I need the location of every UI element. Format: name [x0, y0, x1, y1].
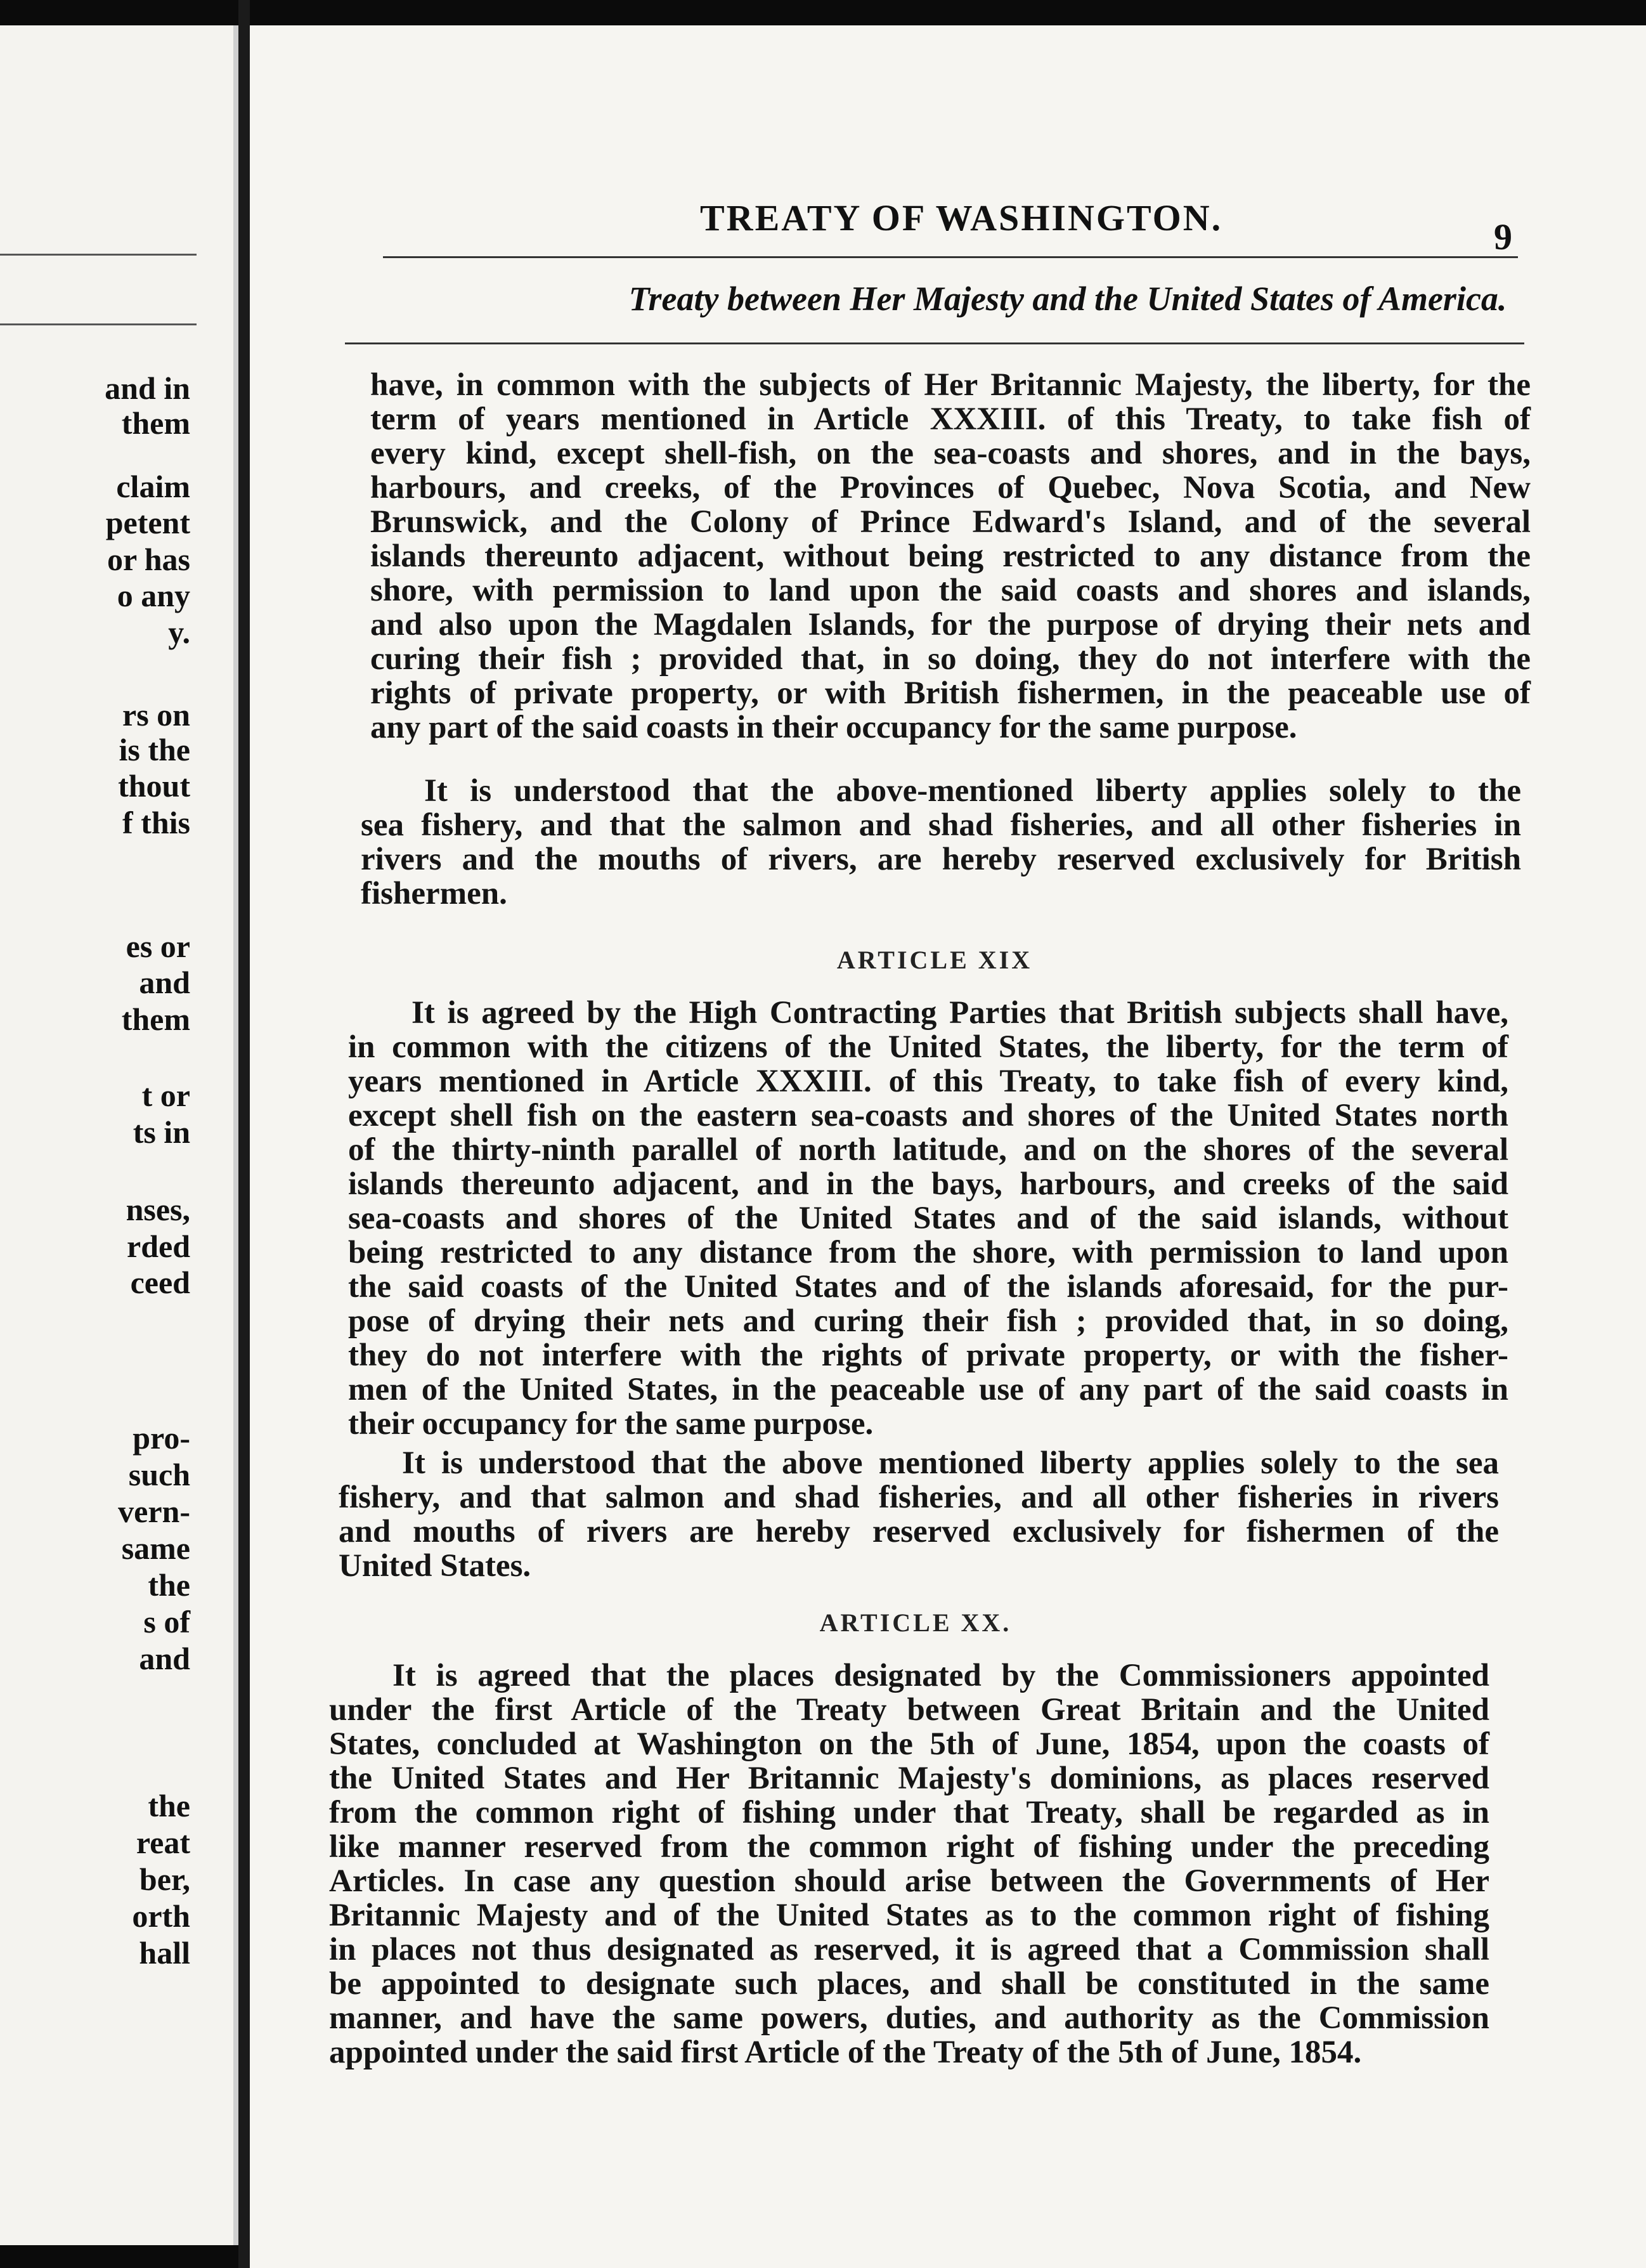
- left-page-fragment: is the: [119, 732, 190, 767]
- paragraph-article-xix: [348, 996, 1508, 1441]
- text-line: States, concluded at Washington on the 5th of June, 1854, upon the coasts of: [329, 1726, 1489, 1762]
- text-line: under the first Article of the Treaty between Great Britain and the United: [329, 1692, 1489, 1728]
- text-line: harbours, and creeks, of the Provinces of Quebec, Nova Scotia, and New: [370, 470, 1531, 505]
- left-page-fragment: t or: [141, 1078, 190, 1113]
- heading-article-xx: ARTICLE XX.: [819, 1608, 1012, 1637]
- left-page-fragment: ceed: [130, 1265, 190, 1300]
- text-line: they do not interfere with the rights of private property, or with the fisher-: [348, 1338, 1508, 1373]
- left-rule-top: [0, 254, 197, 256]
- text-line: fishery, and that salmon and shad fisheries, and all other fisheries in rivers: [339, 1480, 1499, 1515]
- left-page-fragment: and: [139, 1641, 190, 1676]
- left-page-fragment: thout: [118, 768, 190, 804]
- left-page-fragment: same: [121, 1530, 190, 1566]
- text-line: from the common right of fishing under that Treaty, shall be regarded as in: [329, 1795, 1489, 1830]
- left-page-fragment: f this: [122, 805, 190, 840]
- text-line: like manner reserved from the common right of fishing under the preceding: [329, 1829, 1489, 1865]
- head-rule: [383, 256, 1518, 258]
- text-line: their occupancy for the same purpose.: [348, 1406, 874, 1442]
- text-line: in places not thus designated as reserved, it is agreed that a Commission shall: [329, 1932, 1489, 1967]
- text-line: islands thereunto adjacent, without being restricted to any distance from the: [370, 538, 1531, 574]
- text-line: curing their fish ; provided that, in so doing, they do not interfere with the: [370, 641, 1531, 677]
- text-line: the said coasts of the United States and of the islands aforesaid, for the pur-: [348, 1269, 1508, 1305]
- page-subtitle: Treaty between Her Majesty and the United States of America.: [628, 280, 1507, 318]
- text-line: any part of the said coasts in their occupancy for the same purpose.: [370, 710, 1297, 745]
- text-line: being restricted to any distance from the shore, with permission to land upon: [348, 1235, 1508, 1270]
- text-line: every kind, except shell-fish, on the sea-coasts and shores, and in the bays,: [370, 436, 1531, 471]
- text-line: islands thereunto adjacent, and in the bays, harbours, and creeks of the said: [348, 1166, 1508, 1202]
- left-page-fragment: petent: [105, 505, 190, 540]
- left-page-fragment: hall: [139, 1935, 190, 1971]
- left-page-fragment: es or: [126, 929, 190, 964]
- left-page-fragment: reat: [136, 1825, 190, 1860]
- text-line: shore, with permission to land upon the said coasts and shores and islands,: [370, 573, 1531, 608]
- text-line: of the thirty-ninth parallel of north latitude, and on the shores of the several: [348, 1132, 1508, 1168]
- left-page-fragment: ber,: [139, 1861, 190, 1897]
- left-page-fragment: s of: [143, 1604, 190, 1639]
- paragraph-article-xx: [329, 1659, 1489, 2069]
- left-page-fragment: and: [139, 965, 190, 1000]
- paragraph-us-reservation: [339, 1446, 1499, 1583]
- text-line: have, in common with the subjects of Her Britannic Majesty, the liberty, for the: [370, 367, 1531, 403]
- left-page-fragment: y.: [168, 615, 190, 650]
- left-page-fragment: the: [148, 1567, 190, 1603]
- text-line: sea-coasts and shores of the United States and of the said islands, without: [348, 1201, 1508, 1236]
- left-page-fragment: claim: [116, 469, 190, 504]
- text-line: sea fishery, and that the salmon and shad fisheries, and all other fisheries in: [361, 807, 1521, 843]
- left-page-fragment: vern-: [118, 1494, 190, 1529]
- left-page-fragment: orth: [132, 1898, 190, 1934]
- text-line: fishermen.: [361, 876, 507, 911]
- running-head: TREATY OF WASHINGTON.: [700, 197, 1223, 238]
- text-line: manner, and have the same powers, duties, and authority as the Commission: [329, 2000, 1489, 2036]
- text-line: Britannic Majesty and of the United States as to the common right of fishing: [329, 1898, 1489, 1933]
- book-gutter: [238, 0, 250, 2268]
- text-line: Articles. In case any question should arise between the Governments of Her: [329, 1863, 1489, 1899]
- text-line: rights of private property, or with British fishermen, in the peaceable use of: [370, 675, 1531, 711]
- text-line: in common with the citizens of the United States, the liberty, for the term of: [348, 1029, 1508, 1065]
- text-line: be appointed to designate such places, and shall be constituted in the same: [329, 1966, 1489, 2002]
- text-line: and mouths of rivers are hereby reserved exclusively for fishermen of the: [339, 1514, 1499, 1549]
- left-page-fragment: the: [148, 1788, 190, 1823]
- left-page-fragment: rs on: [122, 697, 190, 733]
- left-page-fragment: ts in: [133, 1114, 190, 1150]
- text-line: appointed under the said first Article of the Treaty of the 5th of June, 1854.: [329, 2035, 1362, 2070]
- text-line: term of years mentioned in Article XXXIII. of this Treaty, to take fish of: [370, 401, 1531, 437]
- left-page-fragment: them: [121, 405, 190, 441]
- left-page-fragment: them: [121, 1001, 190, 1037]
- text-line: United States.: [339, 1548, 531, 1584]
- left-page-fragment: nses,: [126, 1192, 190, 1227]
- left-page-fragment: and in: [105, 370, 190, 406]
- text-line: It is understood that the above mentioned liberty applies solely to the sea: [402, 1445, 1499, 1481]
- text-line: rivers and the mouths of rivers, are hereby reserved exclusively for British: [361, 842, 1521, 877]
- paragraph-fishery-reservation: [361, 774, 1521, 911]
- left-rule-bottom: [0, 323, 197, 325]
- text-line: Brunswick, and the Colony of Prince Edward's Island, and of the several: [370, 504, 1531, 540]
- text-line: It is understood that the above-mentioned liberty applies solely to the: [424, 773, 1521, 809]
- facing-page-left: [0, 25, 238, 2245]
- text-line: It is agreed by the High Contracting Parties that British subjects shall have,: [412, 995, 1508, 1031]
- text-line: except shell fish on the eastern sea-coasts and shores of the United States north: [348, 1098, 1508, 1133]
- left-page-fragment: pro-: [133, 1420, 190, 1456]
- text-line: men of the United States, in the peaceable use of any part of the said coasts in: [348, 1372, 1508, 1407]
- page-number: 9: [1494, 216, 1512, 257]
- book-page: [250, 25, 1646, 2268]
- left-page-fragment: such: [128, 1457, 190, 1492]
- left-page-fragment: or has: [107, 542, 190, 577]
- text-line: It is agreed that the places designated by the Commissioners appointed: [392, 1658, 1489, 1693]
- left-page-fragment: rded: [127, 1228, 190, 1264]
- text-line: the United States and Her Britannic Majesty's dominions, as places reserved: [329, 1761, 1489, 1796]
- subtitle-rule: [345, 342, 1524, 344]
- text-line: years mentioned in Article XXXIII. of this Treaty, to take fish of every kind,: [348, 1064, 1508, 1099]
- text-line: and also upon the Magdalen Islands, for the purpose of drying their nets and: [370, 607, 1531, 642]
- heading-article-xix: ARTICLE XIX: [836, 946, 1033, 974]
- text-line: pose of drying their nets and curing their fish ; provided that, in so doing,: [348, 1303, 1508, 1339]
- paragraph-continued: [370, 368, 1531, 745]
- left-page-fragment: o any: [117, 578, 190, 613]
